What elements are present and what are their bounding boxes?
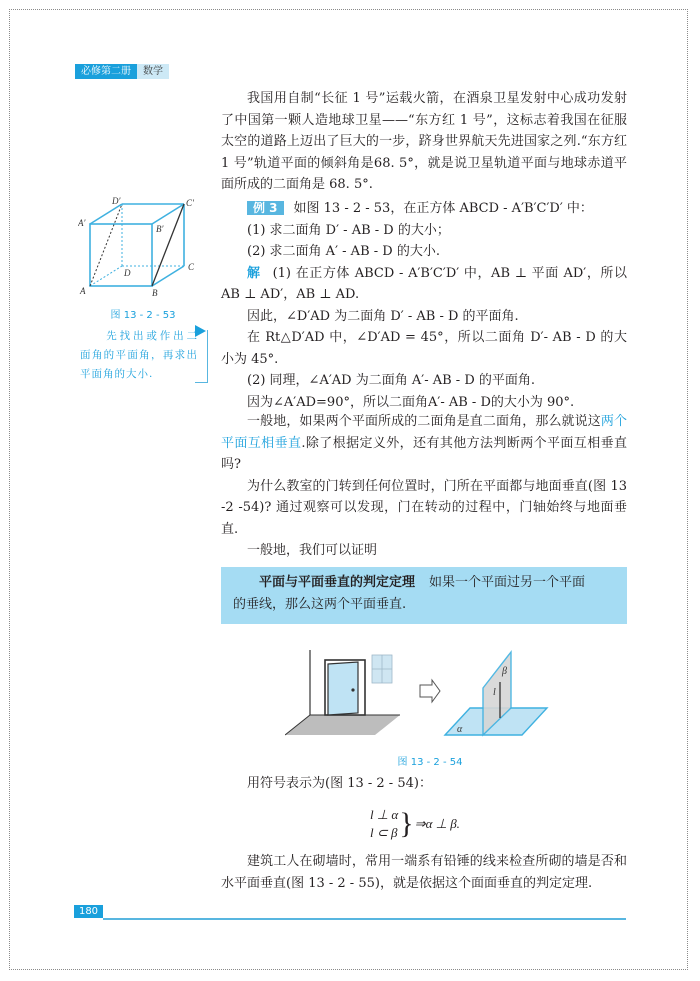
example-section — [221, 198, 627, 413]
symbolic-formula — [370, 806, 460, 842]
cube-diagram-icon — [78, 196, 208, 296]
closing-paragraph: 建筑工人在砌墙时，常用一端系有铅锤的线来检查所砌的墙是否和水平面垂直(图 13 - 2 - 55)，就是依据这个面面垂直的判定定理. — [221, 854, 627, 891]
solution-1-line-1: (1) 在正方体 ABCD - A′B′C′D′ 中，AB ⊥ 平面 AD′，所以 AB ⊥ AD′，AB ⊥ AD. — [221, 265, 627, 302]
figure-caption: 图 13 - 2 - 54 — [397, 757, 463, 768]
closing-section — [221, 851, 627, 894]
solution-1-line-3: 在 Rt△D′AD 中，∠D′AD = 45°，所以二面角 D′- AB - D 的大小为 45°. — [221, 330, 627, 367]
solution-1-line-2: 因此，∠D′AD 为二面角 D′ - AB - D 的平面角. — [247, 308, 519, 324]
key-term: 两个平面互相垂直 — [221, 414, 627, 451]
pointer-arrow-icon — [195, 325, 206, 337]
solution-2-line-1: (2) 同理，∠A′AD 为二面角 A′- AB - D 的平面角. — [247, 373, 536, 388]
margin-note — [80, 327, 198, 384]
label-alpha: α — [457, 724, 463, 735]
figure-13-2-54 — [285, 640, 575, 768]
figure-13-2-53 — [78, 196, 208, 321]
solution-2-line-2: 因为∠A′AD=90°，所以二面角A′- AB - D的大小为 90°. — [247, 394, 575, 410]
svg-text:D: D — [124, 268, 131, 278]
intro-paragraph: 我国用自制“长征 1 号”运载火箭，在酒泉卫星发射中心成功发射了中国第一颗人造地球卫星——“东方红 1 号”，这标志着我国在征服太空的道路上迈出了巨大的一步，跻身世界航天先进国家之列.“东方红 1 号”轨道平面的倾斜角是68. 5°，就是说卫星轨道平面与地球赤道平面所成的二面角是 68. 5°. — [221, 91, 627, 192]
symbolic-intro-text: 用符号表示为(图 13 - 2 - 54)： — [247, 776, 432, 791]
margin-note-text: 先找出或作出二面角的平面角，再求出平面角的大小. — [80, 330, 198, 380]
question-2: (2) 求二面角 A′ - AB - D 的大小. — [247, 244, 440, 259]
example-statement: 如图 13 - 2 - 53，在正方体 ABCD - A′B′C′D′ 中： — [293, 201, 593, 216]
symbolic-intro — [221, 773, 627, 795]
label-beta: β — [502, 666, 507, 677]
svg-text:D′: D′ — [112, 196, 121, 206]
subject-tag: 数学 — [137, 64, 169, 79]
question-1: (1) 求二面角 D′ - AB - D 的大小； — [247, 222, 450, 238]
svg-text:C: C — [188, 262, 195, 272]
door-and-planes-diagram-icon — [285, 640, 575, 745]
premise-1: l ⊥ α — [370, 807, 399, 822]
theorem-body-2: 的垂线，那么这两个平面垂直. — [233, 597, 407, 612]
svg-text:A: A — [80, 286, 86, 296]
running-header — [75, 64, 169, 79]
figure-caption: 图 13 - 2 - 53 — [110, 310, 176, 321]
solution-label: 解 — [247, 265, 261, 281]
margin-note-bracket — [195, 330, 208, 383]
theorem-body-1: 如果一个平面过另一个平面 — [429, 575, 586, 590]
brace-icon: } — [399, 807, 414, 840]
premise-2: l ⊂ β — [370, 825, 398, 840]
theorem-title: 平面与平面垂直的判定定理 — [259, 575, 416, 590]
svg-text:C′: C′ — [186, 198, 194, 208]
svg-text:A′: A′ — [78, 218, 86, 228]
conclusion: ⇒α ⊥ β. — [414, 816, 460, 831]
volume-tag: 必修第二册 — [75, 64, 137, 79]
page-number: 180 — [74, 905, 103, 918]
definition-paragraph: 一般地，如果两个平面所成的二面角是直二面角，那么就说这两个平面互相垂直.除了根据定义外，还有其他方法判断两个平面互相垂直吗? — [221, 414, 627, 472]
lead-in-paragraph: 一般地，我们可以证明 — [247, 543, 378, 558]
definition-section — [221, 411, 627, 562]
theorem-box — [221, 567, 627, 624]
door-question-paragraph: 为什么教室的门转到任何位置时，门所在平面都与地面垂直(图 13 -2 -54)? 通过观察可以发现，门在转动的过程中，门轴始终与地面垂直. — [221, 478, 627, 537]
footer-rule — [103, 918, 626, 920]
label-l: l — [493, 687, 496, 698]
svg-text:B: B — [152, 288, 158, 296]
svg-text:B′: B′ — [156, 224, 164, 234]
example-label: 例 3 — [247, 201, 284, 215]
intro-section — [221, 88, 627, 196]
